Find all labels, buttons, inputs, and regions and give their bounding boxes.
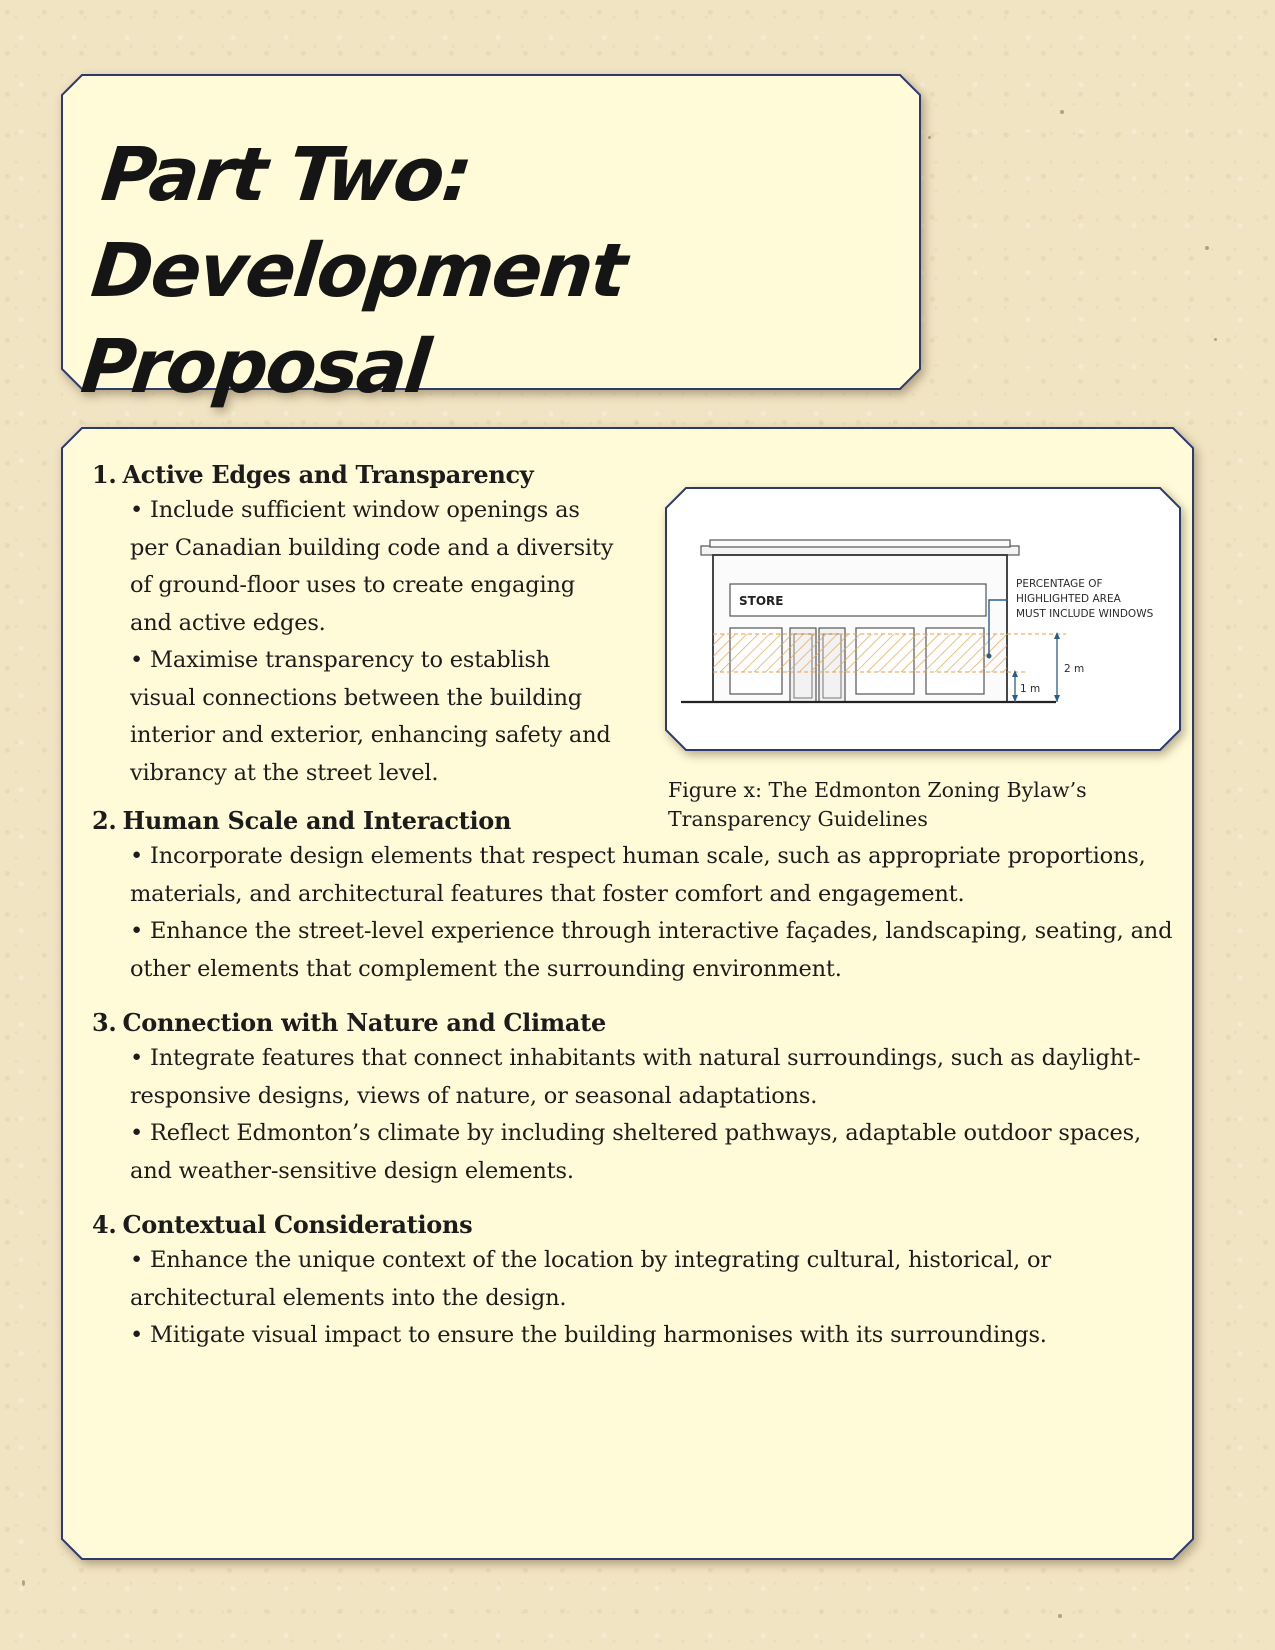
callout-line-3: MUST INCLUDE WINDOWS [1016,608,1154,620]
section-number: 1. [92,460,117,489]
title-panel [62,75,920,410]
highlighted-area [713,634,1007,672]
callout-line-1: PERCENTAGE OF [1016,578,1103,590]
section-heading [92,1208,1182,1242]
dimension-2m-label: 2 m [1064,663,1085,675]
section-title: Connection with Nature and Climate [122,1008,606,1037]
section-nature-climate [92,1006,1182,1190]
section-number: 2. [92,806,117,835]
paper-speck [1214,338,1217,341]
bullet-item: • Integrate features that connect inhabitants with natural surroundings, such as daylight-responsive designs, views of nature, or seasonal adaptations. [130,1040,1182,1115]
bullet-list [92,838,1182,988]
page-title-line-1: Part Two: [97,132,475,218]
section-heading [92,1006,1182,1040]
bullet-item: • Maximise transparency to establish visual connections between the building interior and exterior, enhancing safety and vibrancy at the street level. [130,642,622,792]
section-contextual [92,1208,1182,1355]
figure-caption-line-2: Transparency Guidelines [668,807,928,831]
section-title: Contextual Considerations [122,1210,473,1239]
main-content-panel [62,428,1193,1559]
bullet-item: • Mitigate visual impact to ensure the building harmonises with its surroundings. [130,1317,1182,1355]
page-title [77,127,935,415]
bullet-item: • Enhance the unique context of the location by integrating cultural, historical, or architectural elements into the design. [130,1242,1182,1317]
bullet-list [92,1040,1182,1190]
section-heading [92,458,622,492]
section-number: 3. [92,1008,117,1037]
store-sign-text: STORE [739,594,784,608]
bullet-item: • Reflect Edmonton’s climate by including sheltered pathways, adaptable outdoor spaces, and weather-sensitive design elements. [130,1115,1182,1190]
section-active-edges [92,458,622,792]
bullet-item: • Include sufficient window openings as per Canadian building code and a diversity of ground-floor uses to create engaging and active edges. [130,492,622,642]
section-heading [92,804,1182,838]
storefront-diagram [666,488,1180,750]
paper-speck [1205,246,1209,250]
section-title: Active Edges and Transparency [122,460,534,489]
bullet-item: • Incorporate design elements that respect human scale, such as appropriate proportions, materials, and architectural features that foster comfort and engagement. [130,838,1182,913]
bullet-item: • Enhance the street-level experience through interactive façades, landscaping, seating, and other elements that complement the surrounding environment. [130,913,1182,988]
page-title-line-2: Development Proposal [77,228,630,410]
paper-speck [22,1580,25,1586]
paper-speck [1060,110,1064,114]
section-title: Human Scale and Interaction [122,806,512,835]
dimension-1m-label: 1 m [1020,683,1041,695]
section-human-scale [92,804,1182,988]
figure-caption-line-1: Figure x: The Edmonton Zoning Bylaw’s [668,778,1087,802]
section-number: 4. [92,1210,117,1239]
paper-speck [1058,1614,1062,1618]
bullet-list [92,492,622,792]
figure-card [666,488,1180,750]
bullet-list [92,1242,1182,1355]
callout-line-2: HIGHLIGHTED AREA [1016,593,1121,605]
